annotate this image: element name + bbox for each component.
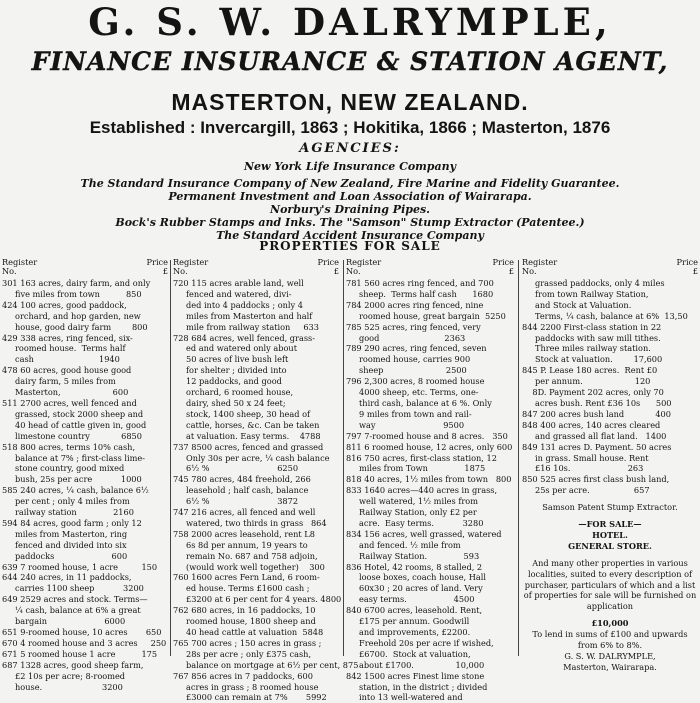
- property-listing-line: third cash, balance at 6 %. Only: [346, 397, 492, 408]
- property-listing-line: leasehold ; half cash, balance: [173, 485, 309, 496]
- property-listing-line: and grassed all flat land. 1400: [522, 430, 667, 441]
- property-listing-line: 758 2000 acres leasehold, rent L8: [173, 528, 315, 539]
- notice-line: And many other properties in various: [532, 557, 688, 568]
- property-listing-line: roomed house, 1800 sheep and: [173, 616, 316, 627]
- property-listing-line: mile from railway station 633: [173, 321, 319, 332]
- property-listing-line: 811 6 roomed house, 12 acres, only 600: [346, 441, 513, 452]
- property-listing-line: bargain 6000: [2, 616, 126, 627]
- column-header: [346, 256, 514, 278]
- property-listing-line: 671 5 roomed house 1 acre 175: [2, 648, 158, 659]
- property-listing-line: 649 2529 acres and stock. Terms—: [2, 594, 148, 605]
- property-listing-line: 781 560 acres ring fenced, and 700: [346, 278, 494, 288]
- established-line: Established : Invercargill, 1863 ; Hokitika, 1866 ; Masterton, 1876: [89, 118, 611, 137]
- property-listing-line: from town Railway Station,: [522, 288, 649, 299]
- property-listing-line: 511 2700 acres, well fenced and: [2, 397, 137, 408]
- property-listing-line: 639 7 roomed house, 1 acre 150: [2, 561, 158, 572]
- notice-line: Samson Patent Stump Extractor.: [542, 502, 678, 513]
- property-listing-line: and improvements, £2200.: [346, 627, 471, 637]
- property-listing-line: 50 acres of live bush left: [173, 354, 289, 365]
- property-listing-line: £175 per annum. Goodwill: [346, 616, 470, 627]
- property-listing-line: 850 525 acres first class bush land,: [522, 474, 670, 485]
- notice-line: G. S. W. DALRYMPLE,: [564, 651, 656, 661]
- agency-line: Permanent Investment and Loan Association of Wairarapa.: [168, 190, 532, 203]
- property-listing-line: £3200 at 6 per cent for 4 years. 4800: [173, 594, 342, 605]
- agencies-title: AGENCIES:: [299, 141, 401, 156]
- price-label: Price £: [317, 257, 339, 276]
- agency-line: The Standard Accident Insurance Company: [216, 229, 484, 242]
- property-listing-line: 594 84 acres, good farm ; only 12: [2, 517, 142, 528]
- column-header: [173, 256, 339, 278]
- property-listing-line: Freehold 20s per acre if wished,: [346, 637, 494, 648]
- property-listing-line: Terms, ¼ cash, balance at 6% 13,50: [522, 310, 688, 321]
- property-listing-line: £3000 can remain at 7% 5992: [173, 692, 327, 703]
- column-header: [2, 256, 168, 278]
- property-listing-line: for shelter ; divided into: [173, 365, 287, 376]
- column-divider: [518, 260, 519, 656]
- property-listing-line: ded into 4 paddocks ; only 4: [173, 299, 303, 310]
- property-listing-line: 424 100 acres, good paddock,: [2, 299, 127, 310]
- property-listing-line: 840 6700 acres, leasehold. Rent,: [346, 605, 483, 616]
- property-listing-line: balance at 7% ; first-class lime-: [2, 452, 146, 463]
- property-listing-line: limestone country 6850: [2, 430, 142, 441]
- property-listing-line: house, good dairy farm 800: [2, 321, 148, 332]
- property-listing-line: 8D. Payment 202 acres, only 70: [522, 387, 664, 398]
- property-listing-line: 301 163 acres, dairy farm, and only: [2, 278, 151, 288]
- property-listing-line: remain No. 687 and 758 adjoin,: [173, 550, 318, 561]
- property-listing-line: sheep. Terms half cash 1680: [346, 288, 494, 299]
- notice-line: —FOR SALE—: [578, 519, 642, 530]
- property-listing-line: 816 750 acres, first-class station, 12: [346, 452, 497, 463]
- property-listing-line: easy terms. 4500: [346, 594, 475, 605]
- notice-line: purchaser, particulars of which and a list: [524, 579, 696, 590]
- notice-block: [522, 502, 698, 673]
- column-header: [522, 256, 698, 278]
- property-listing-line: 585 240 acres, ¼ cash, balance 6½: [2, 485, 149, 496]
- property-listing-line: station, in the district ; divided: [346, 681, 488, 692]
- property-listing-line: 796 2,300 acres, 8 roomed house: [346, 376, 485, 387]
- property-listing-line: 651 9-roomed house, 10 acres 650: [2, 627, 162, 637]
- property-listing-line: stock, 1400 sheep, 30 head of: [173, 408, 311, 419]
- property-listing-line: dairy farm, 5 miles from: [2, 376, 116, 387]
- property-listing-line: cash 1940: [2, 354, 120, 365]
- property-listing-line: £16 10s. 263: [522, 463, 644, 474]
- property-listing-line: £6700. Stock at valuation,: [346, 648, 471, 659]
- property-listing-line: 720 115 acres arable land, well: [173, 278, 304, 288]
- notice-line: application: [586, 601, 634, 612]
- property-listing-line: 836 Hotel, 42 rooms, 8 stalled, 2: [346, 561, 483, 572]
- property-listing-line: 40 head cattle at valuation 5848: [173, 627, 324, 637]
- notice-line: of properties for sale will be furnished on: [523, 590, 697, 601]
- property-listing-line: sheep 2500: [346, 365, 467, 376]
- property-listing-line: 518 800 acres, terms 10% cash,: [2, 441, 136, 452]
- property-listing-line: roomed house, carries 900: [346, 354, 471, 365]
- property-listing-line: loose boxes, coach house, Hall: [346, 572, 487, 583]
- property-listing-line: at valuation. Easy terms. 4788: [173, 430, 321, 441]
- property-listing-line: cattle, horses, &c. Can be taken: [173, 419, 320, 430]
- property-listing-line: five miles from town 850: [2, 288, 142, 299]
- property-listing-line: 670 4 roomed house and 3 acres 250: [2, 637, 167, 648]
- property-listing-line: 789 290 acres, ring fenced, seven: [346, 343, 487, 354]
- property-listing-line: ed house. Terms £1600 cash ;: [173, 583, 310, 594]
- property-listing-line: house. 3200: [2, 681, 123, 692]
- property-listing-line: 4000 sheep, etc. Terms, one-: [346, 387, 479, 398]
- property-listing-line: 60x30 ; 20 acres of land. Very: [346, 583, 483, 594]
- notice-line: Masterton, Wairarapa.: [563, 661, 657, 672]
- town: MASTERTON, NEW ZEALAND.: [171, 89, 529, 115]
- property-listing-line: paddocks with saw mill tithes.: [522, 332, 661, 343]
- property-listing-line: (would work well together) 300: [173, 561, 325, 572]
- property-listing-line: 687 1328 acres, good sheep farm,: [2, 659, 144, 670]
- property-listing-line: carries 1100 sheep 3200: [2, 583, 144, 594]
- notice-line: HOTEL.: [592, 529, 628, 540]
- property-listing-line: 478 60 acres, good house good: [2, 365, 132, 376]
- register-label: Register No.: [173, 257, 209, 276]
- property-listing-line: Railway Station. 593: [346, 550, 480, 561]
- property-listing-line: well watered, 1½ miles from: [346, 496, 478, 507]
- price-label: Price £: [146, 257, 168, 276]
- property-listing-line: grassed, stock 2000 sheep and: [2, 408, 144, 419]
- property-listing-line: 833 1640 acres—440 acres in grass,: [346, 485, 498, 496]
- property-listing-line: bush, 25s per acre 1000: [2, 474, 142, 485]
- property-listing-line: into 13 well-watered and: [346, 692, 463, 703]
- notice-line: £10,000: [591, 618, 629, 629]
- property-listing-line: 644 240 acres, in 11 paddocks,: [2, 572, 132, 583]
- property-listing-line: fenced and watered, divi-: [173, 288, 292, 299]
- property-listing-line: 767 856 acres in 7 paddocks, 600: [173, 670, 313, 681]
- property-listing-line: 747 216 acres, all fenced and well: [173, 507, 316, 518]
- property-listing-line: 728 684 acres, well fenced, grass-: [173, 332, 316, 343]
- property-listing-line: miles from Town 1875: [346, 463, 486, 474]
- property-listing-line: acres bush. Rent £36 10s 500: [522, 397, 672, 408]
- property-listing-line: 429 338 acres, ring fenced, six-: [2, 332, 133, 343]
- properties-title: PROPERTIES FOR SALE: [259, 239, 441, 253]
- property-listing-line: per annum. 120: [522, 376, 651, 387]
- property-listing-line: acres in grass ; 8 roomed house: [173, 681, 319, 692]
- property-listing-line: in grass. Small house. Rent: [522, 452, 649, 463]
- property-listing-line: fenced and divided into six: [2, 539, 127, 550]
- property-listing-line: roomed house. Terms half: [2, 343, 126, 354]
- property-listing-line: 6½ % 6250: [173, 463, 299, 474]
- agency-line: New York Life Insurance Company: [243, 160, 457, 173]
- agency-line: The Standard Insurance Company of New Zealand, Fire Marine and Fidelity Guarantee.: [80, 177, 620, 190]
- register-label: Register No.: [346, 257, 382, 276]
- property-listing-line: 760 1600 acres Fern Land, 6 room-: [173, 572, 320, 583]
- property-listing-line: 834 156 acres, well grassed, watered: [346, 528, 502, 539]
- listing-column-2: [173, 256, 359, 703]
- property-listing-line: 6½ % 3872: [173, 496, 299, 507]
- property-listing-line: good 2363: [346, 332, 466, 343]
- property-listing-line: 844 2200 First-class station in 22: [522, 321, 662, 332]
- property-listing-line: 784 2000 acres ring fenced, nine: [346, 299, 484, 310]
- notice-line: GENERAL STORE.: [568, 540, 652, 551]
- property-listing-line: £2 10s per acre; 8-roomed: [2, 670, 126, 681]
- property-listing-line: acre. Easy terms. 3280: [346, 517, 484, 528]
- property-listing-line: 785 525 acres, ring fenced, very: [346, 321, 481, 332]
- property-listing-line: 847 200 acres bush land 400: [522, 408, 671, 419]
- agency-line: Bock's Rubber Stamps and Inks. The "Samson" Stump Extractor (Patentee.): [115, 216, 585, 229]
- property-listing-line: miles from Masterton, ring: [2, 528, 128, 539]
- property-listing-line: roomed house, great bargain 5250: [346, 310, 506, 321]
- property-listing-line: Stock at valuation. 17,600: [522, 354, 663, 365]
- listing-column-3: [346, 256, 514, 703]
- property-listing-line: 6s 8d per annum, 19 years to: [173, 539, 308, 550]
- property-listing-line: way 9500: [346, 419, 465, 430]
- property-listing-line: about £1700. 10,000: [346, 659, 485, 670]
- property-listing-line: miles from Masterton and half: [173, 310, 313, 321]
- listing-column-4: [522, 256, 698, 672]
- property-listing-line: 9 miles from town and rail-: [346, 408, 472, 419]
- property-listing-line: Railway Station, only £2 per: [346, 507, 477, 518]
- property-listing-line: ¼ cash, balance at 6% a great: [2, 605, 141, 616]
- property-listing-line: 745 780 acres, 484 freehold, 266: [173, 474, 311, 485]
- property-listing-line: grassed paddocks, only 4 miles: [522, 278, 665, 288]
- column-divider: [343, 260, 344, 656]
- agency-line: Norbury's Draining Pipes.: [270, 203, 430, 216]
- listing-column-1: [2, 256, 168, 692]
- property-listing-line: 849 131 acres D. Payment. 50 acres: [522, 441, 672, 452]
- property-listing-line: and Stock at Valuation.: [522, 299, 632, 310]
- property-listing-line: 25s per acre. 657: [522, 485, 650, 496]
- property-listing-line: orchard, 6 roomed house,: [173, 387, 294, 398]
- property-listing-line: ed and watered only about: [173, 343, 297, 354]
- property-listing-line: 12 paddocks, and good: [173, 376, 282, 387]
- notice-line: To lend in sums of £100 and upwards: [532, 629, 688, 640]
- notice-line: from 6% to 8%.: [577, 640, 643, 651]
- property-listing-line: balance on mortgage at 6½ per cent, 875: [173, 659, 359, 670]
- property-listing-line: and fenced. ½ mile from: [346, 539, 461, 550]
- register-label: Register No.: [2, 257, 38, 276]
- property-listing-line: railway station 2160: [2, 507, 134, 518]
- property-listing-line: paddocks 600: [2, 550, 128, 561]
- property-listing-line: 818 40 acres, 1½ miles from town 800: [346, 474, 512, 485]
- property-listing-line: per cent ; only 4 miles from: [2, 496, 130, 507]
- property-listing-line: watered, two thirds in grass 864: [173, 517, 327, 528]
- column-divider: [170, 260, 171, 656]
- price-label: Price £: [676, 257, 698, 276]
- property-listing-line: 765 700 acres ; 150 acres in grass ;: [173, 637, 322, 648]
- notice-line: localities, suited to every description of: [527, 568, 693, 579]
- property-listing-line: stone country, good mixed: [2, 463, 125, 474]
- property-listing-line: 40 head of cattle given in, good: [2, 419, 147, 430]
- property-listing-line: dairy, shed 50 x 24 feet;: [173, 397, 286, 408]
- property-listing-line: 842 1500 acres Finest lime stone: [346, 670, 485, 681]
- register-label: Register No.: [522, 257, 558, 276]
- property-listing-line: 28s per acre ; only £375 cash,: [173, 648, 312, 659]
- property-listing-line: 848 400 acres, 140 acres cleared: [522, 419, 661, 430]
- property-listing-line: Masterton, 600: [2, 387, 129, 398]
- property-listing-line: 797 7-roomed house and 8 acres. 350: [346, 430, 508, 441]
- property-listing-line: orchard, and hop garden, new: [2, 310, 141, 321]
- property-listing-line: 737 8500 acres, fenced and grassed: [173, 441, 324, 452]
- property-listing-line: Three miles railway station.: [522, 343, 651, 354]
- business-description: FINANCE INSURANCE & STATION AGENT,: [31, 47, 669, 76]
- property-listing-line: 845 P. Lease 180 acres. Rent £0: [522, 365, 658, 376]
- business-name: G. S. W. DALRYMPLE,: [88, 0, 612, 44]
- property-listing-line: Only 30s per acre, ¼ cash balance: [173, 452, 330, 463]
- property-listing-line: 762 680 acres, in 16 paddocks, 10: [173, 605, 316, 616]
- price-label: Price £: [492, 257, 514, 276]
